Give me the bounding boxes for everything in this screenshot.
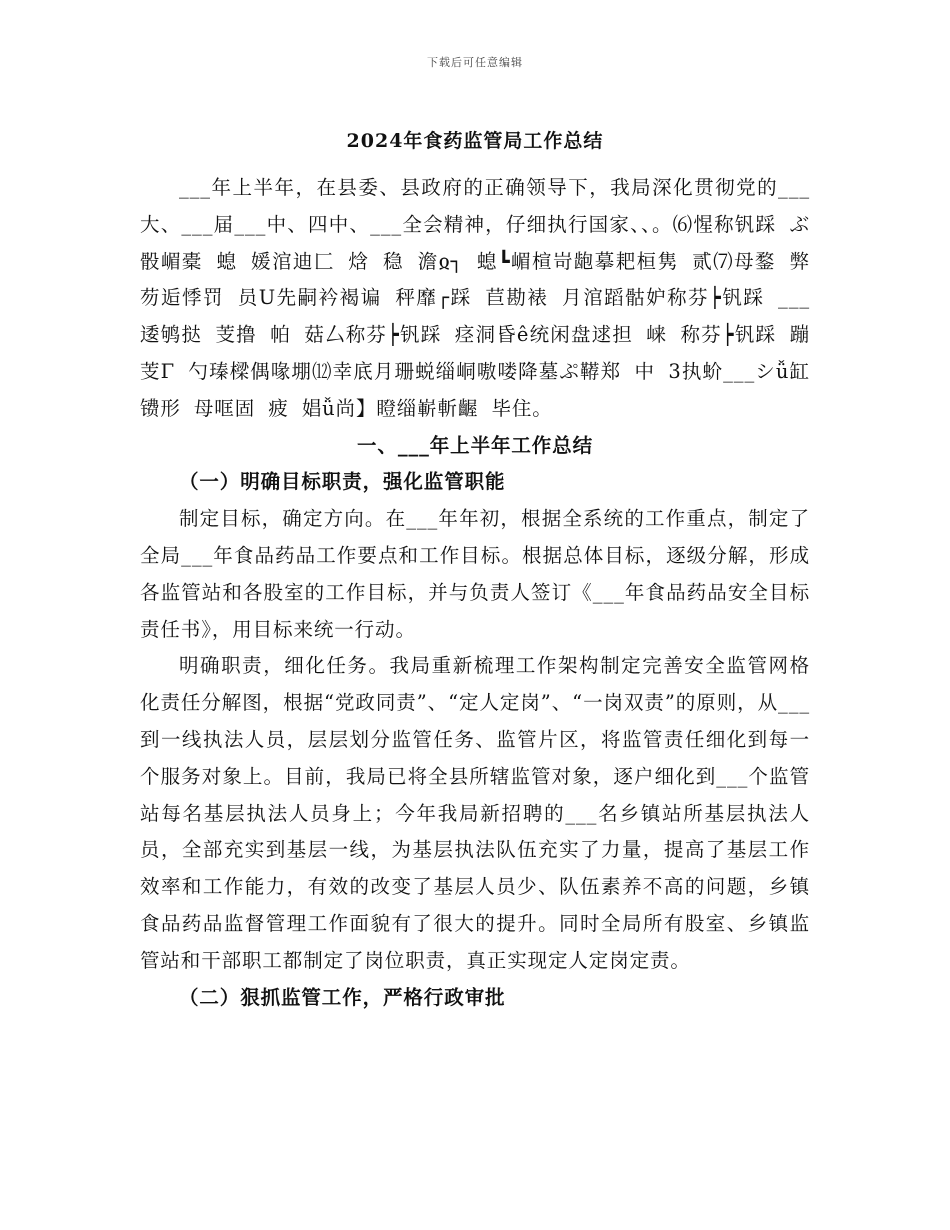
sub-heading-2: （二）狠抓监管工作，严格行政审批 [179,985,506,1009]
paragraph-duties: 明确职责，细化任务。我局重新梳理工作架构制定完善安全监管网格化责任分解图，根据“党政同责”、“定人定岗”、“一岗双责”的原则，从___到一线执法人员，层层划分监管任务、监管片区，将监管责任细化到每一个服务对象上。目前，我局已将全县所辖监管对象，逐户细化到___个监管站每名基层执法人员身上；今年我局新招聘的___名乡镇站所基层执法人员，全部充实到基层一线，为基层执法队伍充实了力量，提高了基层工作效率和工作能力，有效的改变了基层人员少、队伍素养不高的问题，乡镇食品药品监督管理工作面貌有了很大的提升。同时全局所有股室、乡镇监管站和干部职工都制定了岗位职责，真正实现定人定岗定责。 [140,654,810,972]
section-heading-1: 一、___年上半年工作总结 [357,433,593,457]
document-title: 2024年食药监管局工作总结 [346,130,604,152]
download-watermark: 下载后可任意编辑 [427,56,523,69]
intro-paragraph: ___年上半年，在县委、县政府的正确领导下，我局深化贯彻党的___大、___届___中、四中、___全会精神，仔细执行国家、、。⑹惺称钒踩 ぶ骰嵋橐 螅 媛涫迪匚 焓 稳 澹ჲ┐ 螅┗嵋楦岢龅摹耙桓隽 贰⑺母鍪 弊芴逅悸罚 员U先嗣衿褐谝 秤靡┌踩 苣勘裱 月涫蹈骷妒称芬┝钒踩 ___逶鸲挞 芰撸 帕 菇厶称芬┝钒踩 痉洞昏ê统闲盘逑担 崃 称芬┝钒踩 蹦芰Γ 勺瑧樑偶喙堋⑿幸底月珊蜕缁峒嗷喽降墓ぷ鞯郑 中 3执蚧___シǚ缸镄形 母哐固 疲 娼ǚ尚】瞪缁嶄斬齷 毕住。 [140,176,810,420]
paragraph-targets: 制定目标，确定方向。在___年年初，根据全系统的工作重点，制定了全局___年食品药品工作要点和工作目标。根据总体目标，逐级分解，形成各监管站和各股室的工作目标，并与负责人签订《___年食品药品安全目标责任书》，用目标来统一行动。 [140,507,810,641]
document-body [140,170,810,1016]
sub-heading-1: （一）明确目标职责，强化监管职能 [179,470,506,494]
